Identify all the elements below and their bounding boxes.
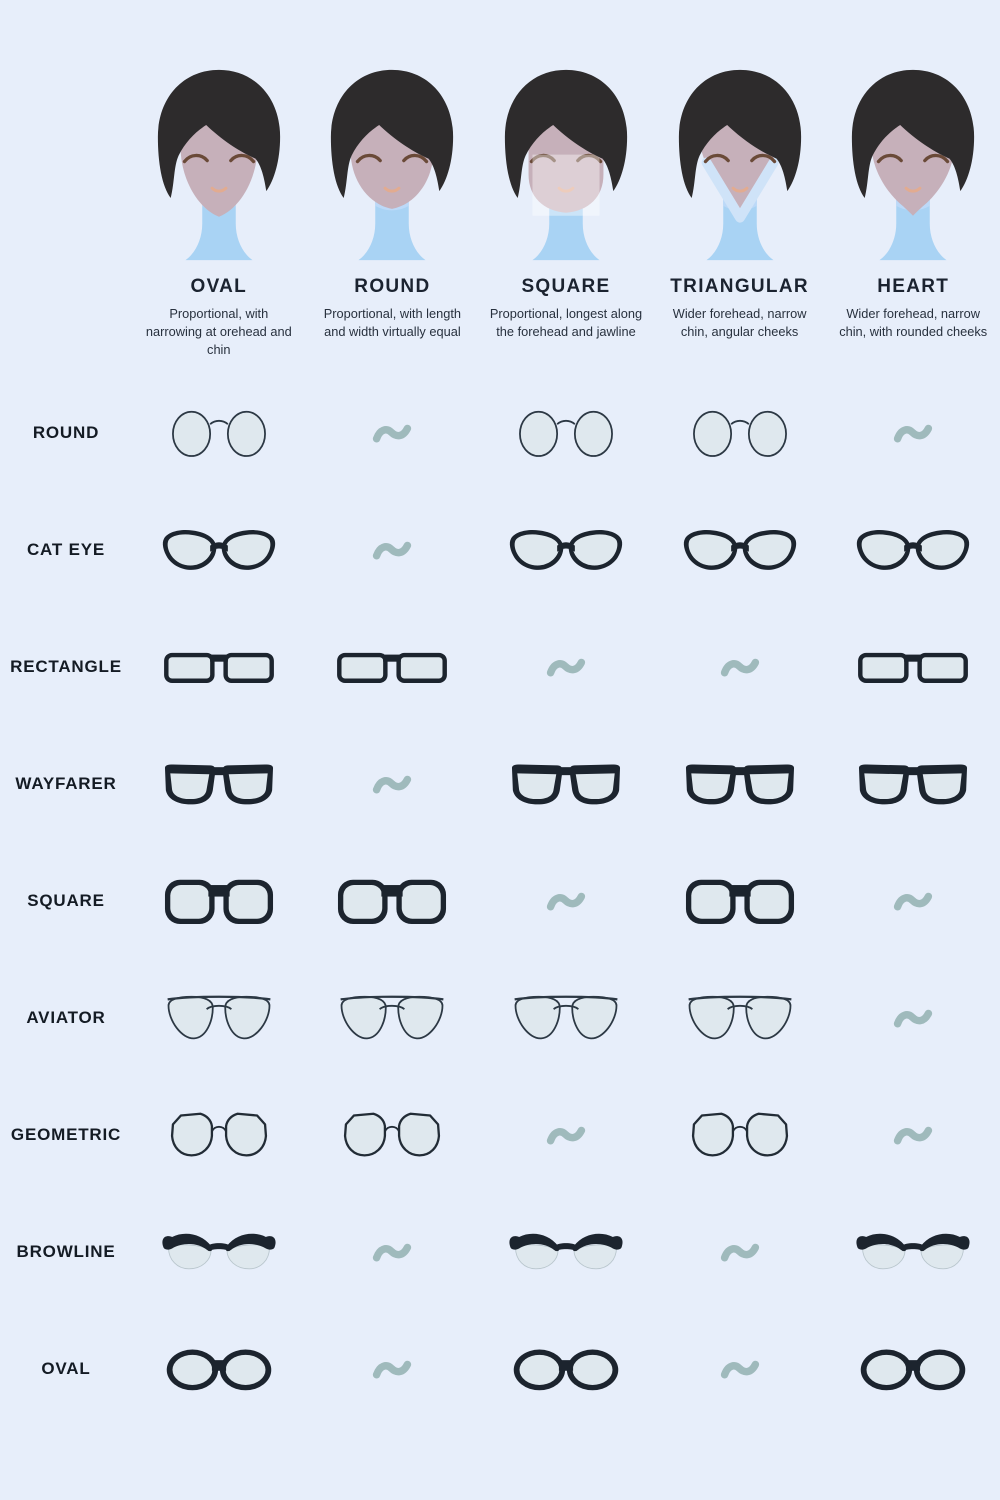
face-shape-title: ROUND: [354, 276, 431, 297]
cat-eye-glasses-icon: [504, 519, 628, 581]
wayfarer-glasses-icon: [851, 753, 975, 815]
match-cell: [479, 725, 653, 842]
match-cell: [306, 608, 480, 725]
match-cell: [826, 959, 1000, 1076]
match-cell: [653, 374, 827, 491]
square-face-illustration: [487, 60, 645, 267]
face-column-triangular: [653, 0, 827, 374]
match-cell: [479, 842, 653, 959]
glasses-style-label: RECTANGLE: [10, 656, 122, 676]
match-cell: [479, 1310, 653, 1427]
match-cell: [306, 959, 480, 1076]
oval-glasses-icon: [157, 1338, 281, 1400]
glasses-style-label: OVAL: [41, 1358, 91, 1378]
tilde-icon: [543, 1115, 589, 1155]
wayfarer-glasses-icon: [678, 753, 802, 815]
match-cell: [306, 1310, 480, 1427]
tilde-icon: [369, 530, 415, 570]
round-glasses-icon: [504, 402, 628, 464]
corner-cell: [0, 0, 132, 374]
match-cell: [826, 725, 1000, 842]
tilde-icon: [717, 1349, 763, 1389]
browline-glasses-icon: [504, 1221, 628, 1283]
tilde-icon: [890, 998, 936, 1038]
match-cell: [132, 1310, 306, 1427]
tilde-icon: [890, 1115, 936, 1155]
glasses-style-label: ROUND: [32, 422, 100, 442]
geometric-glasses-icon: [157, 1104, 281, 1166]
cat-eye-glasses-icon: [851, 519, 975, 581]
match-cell: [306, 842, 480, 959]
match-cell: [132, 608, 306, 725]
square-glasses-icon: [678, 870, 802, 932]
match-cell: [306, 491, 480, 608]
geometric-glasses-icon: [678, 1104, 802, 1166]
match-cell: [826, 1076, 1000, 1193]
face-shape-title: OVAL: [190, 276, 248, 297]
match-cell: [653, 1076, 827, 1193]
tilde-icon: [369, 764, 415, 804]
tilde-icon: [890, 881, 936, 921]
tilde-icon: [369, 413, 415, 453]
tilde-icon: [369, 1349, 415, 1389]
glasses-style-label: GEOMETRIC: [10, 1124, 122, 1144]
heart-face-illustration: [834, 60, 992, 267]
square-glasses-icon: [330, 870, 454, 932]
tilde-icon: [543, 881, 589, 921]
match-cell: [132, 1076, 306, 1193]
glasses-style-label: WAYFARER: [15, 773, 117, 793]
match-cell: [826, 491, 1000, 608]
match-cell: [479, 374, 653, 491]
match-cell: [306, 374, 480, 491]
tilde-icon: [369, 1232, 415, 1272]
square-glasses-icon: [157, 870, 281, 932]
aviator-glasses-icon: [157, 987, 281, 1049]
match-cell: [826, 1310, 1000, 1427]
face-shape-title: HEART: [877, 276, 950, 297]
aviator-glasses-icon: [678, 987, 802, 1049]
aviator-glasses-icon: [504, 987, 628, 1049]
match-cell: [132, 374, 306, 491]
tilde-icon: [543, 647, 589, 687]
face-shape-description: Wider forehead, narrow chin, with rounded cheeks: [839, 306, 988, 340]
aviator-glasses-icon: [330, 987, 454, 1049]
match-cell: [826, 374, 1000, 491]
cat-eye-glasses-icon: [157, 519, 281, 581]
round-face-illustration: [313, 60, 471, 267]
match-cell: [826, 608, 1000, 725]
face-shape-description: Wider forehead, narrow chin, angular cheeks: [672, 306, 807, 340]
triangular-face-illustration: [661, 60, 819, 267]
face-column-round: [306, 0, 480, 374]
oval-glasses-icon: [851, 1338, 975, 1400]
match-cell: [653, 608, 827, 725]
match-cell: [653, 1193, 827, 1310]
face-shape-description: Proportional, with narrowing at orehead and chin: [145, 306, 292, 358]
tilde-icon: [890, 413, 936, 453]
match-cell: [132, 959, 306, 1076]
face-column-oval: [132, 0, 306, 374]
match-cell: [132, 725, 306, 842]
glasses-style-label: BROWLINE: [16, 1241, 116, 1261]
rectangle-glasses-icon: [851, 636, 975, 698]
oval-face-illustration: [140, 60, 298, 267]
match-cell: [132, 491, 306, 608]
match-cell: [653, 725, 827, 842]
tilde-icon: [717, 647, 763, 687]
tilde-icon: [717, 1232, 763, 1272]
round-glasses-icon: [157, 402, 281, 464]
face-column-heart: [826, 0, 1000, 374]
match-cell: [653, 959, 827, 1076]
match-cell: [306, 1076, 480, 1193]
face-shape-description: Proportional, with length and width virtually equal: [323, 306, 462, 340]
match-cell: [653, 842, 827, 959]
cat-eye-glasses-icon: [678, 519, 802, 581]
glasses-style-label: AVIATOR: [26, 1007, 106, 1027]
match-cell: [479, 959, 653, 1076]
face-column-square: [479, 0, 653, 374]
glasses-style-label: CAT EYE: [26, 539, 106, 559]
match-cell: [479, 1076, 653, 1193]
match-cell: [479, 1193, 653, 1310]
browline-glasses-icon: [157, 1221, 281, 1283]
wayfarer-glasses-icon: [504, 753, 628, 815]
rectangle-glasses-icon: [330, 636, 454, 698]
wayfarer-glasses-icon: [157, 753, 281, 815]
face-shape-description: Proportional, longest along the forehead and jawline: [489, 306, 643, 340]
match-cell: [306, 1193, 480, 1310]
browline-glasses-icon: [851, 1221, 975, 1283]
match-cell: [653, 491, 827, 608]
geometric-glasses-icon: [330, 1104, 454, 1166]
face-shape-title: SQUARE: [521, 276, 611, 297]
oval-glasses-icon: [504, 1338, 628, 1400]
match-cell: [653, 1310, 827, 1427]
rectangle-glasses-icon: [157, 636, 281, 698]
match-cell: [132, 1193, 306, 1310]
match-cell: [306, 725, 480, 842]
match-cell: [479, 608, 653, 725]
face-shape-title: TRIANGULAR: [670, 276, 809, 297]
match-cell: [479, 491, 653, 608]
match-cell: [132, 842, 306, 959]
round-glasses-icon: [678, 402, 802, 464]
match-cell: [826, 1193, 1000, 1310]
match-cell: [826, 842, 1000, 959]
glasses-style-label: SQUARE: [27, 890, 105, 910]
